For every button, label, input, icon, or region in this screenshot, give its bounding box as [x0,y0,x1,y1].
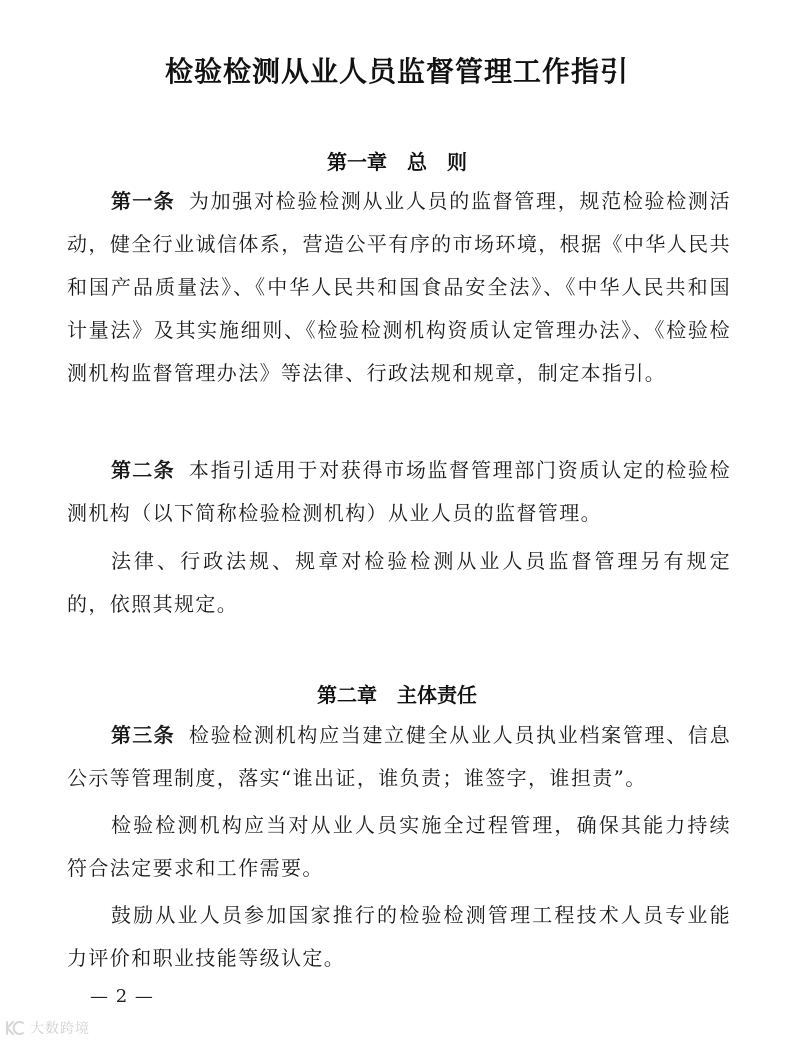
article-3-clause-2-text: 鼓励从业人员参加国家推行的检验检测管理工程技术人员专业能力评价和职业技能等级认定。 [67,903,731,970]
article-3-label: 第三条 [111,723,175,747]
article-3-text: 检验检测机构应当建立健全从业人员执业档案管理、信息公示等管理制度，落实“谁出证，谁负责；谁签字，谁担责”。 [67,723,732,790]
article-2-text: 本指引适用于对获得市场监督管理部门资质认定的检验检测机构（以下简称检验检测机构）从业人员的监督管理。 [67,458,732,525]
article-2-label: 第二条 [111,458,175,482]
chapter-2-heading: 第二章 主体责任 [317,683,477,707]
article-1-text: 为加强对检验检测从业人员的监督管理，规范检验检测活动，健全行业诚信体系，营造公平有序的市场环境，根据《中华人民共和国产品质量法》、《中华人民共和国食品安全法》、《中华人民共和国计量法》及其实施细则、《检验检测机构资质认定管理办法》、《检验检测机构监督管理办法》等法律、行政法规和规章，制定本指引。 [67,189,732,385]
watermark-logo-icon [4,1019,26,1037]
chapter-1-heading: 第一章 总 则 [327,150,467,174]
article-3-clause-1-text: 检验检测机构应当对从业人员实施全过程管理，确保其能力持续符合法定要求和工作需要。 [67,813,731,880]
article-1-paragraph [67,180,731,395]
document-title: 检验检测从业人员监督管理工作指引 [164,55,629,88]
article-2-clause-paragraph [67,540,731,626]
article-1-label: 第一条 [111,189,175,213]
article-3-clause-1-paragraph [67,804,731,890]
watermark-text: 大数跨境 [30,1021,90,1037]
article-3-clause-2-paragraph [67,894,731,980]
article-2-paragraph [67,449,731,535]
article-2-clause-text: 法律、行政法规、规章对检验检测从业人员监督管理另有规定的，依照其规定。 [67,549,731,616]
article-3-paragraph [67,714,731,800]
watermark [4,1018,90,1038]
page-number: — 2 — [90,986,154,1007]
